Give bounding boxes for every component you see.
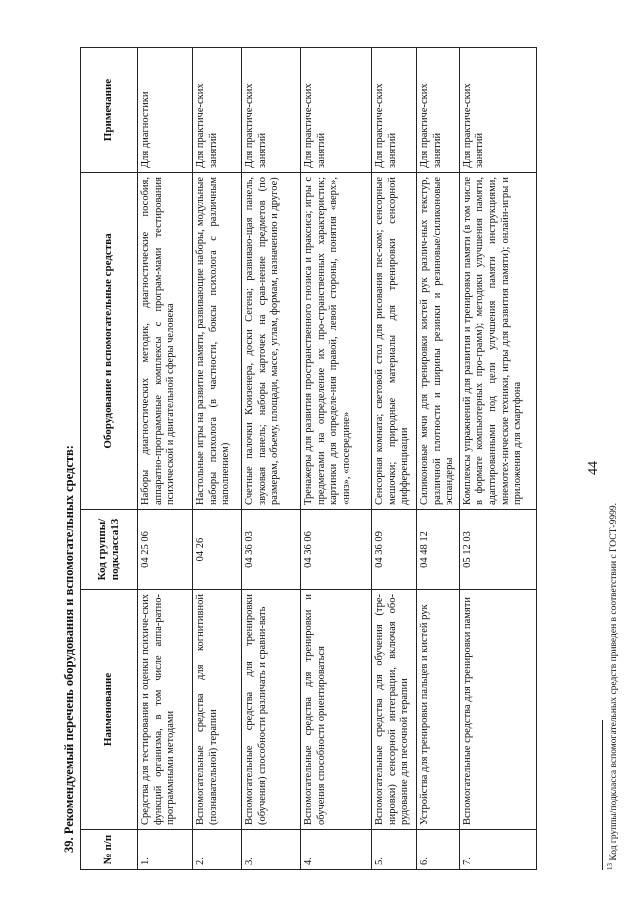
- row-note: Для диагностики: [138, 48, 193, 173]
- row-num: 5.: [372, 830, 417, 870]
- header-name: Наименование: [81, 590, 138, 830]
- row-name: Вспомогательные средства для тренировки и обучения способности ориентироваться: [301, 590, 372, 830]
- row-num: 6.: [417, 830, 460, 870]
- footnote: [606, 503, 619, 870]
- row-note: Для практиче-ских занятий: [242, 48, 301, 173]
- row-name: Вспомогательные средства для тренировки памяти: [459, 590, 536, 830]
- table-row: [138, 48, 193, 870]
- equipment-table: [80, 47, 537, 870]
- row-note: Для практиче-ских занятий: [193, 48, 242, 173]
- table-row: [193, 48, 242, 870]
- row-num: 4.: [301, 830, 372, 870]
- row-name: Средства для тестирования и оценки психиче-ских функций организма, в том числе аппа-ратно-программными методами: [138, 590, 193, 830]
- row-equipment: Силиконовые мячи для тренировки кистей рук различ-ных текстур, различной плотности и ширины резинки и резиновые/силиконовые эспандеры: [417, 173, 460, 510]
- row-code: 04 26: [193, 510, 242, 590]
- row-code: 04 36 06: [301, 510, 372, 590]
- header-num: № п/п: [81, 830, 138, 870]
- table-row: [242, 48, 301, 870]
- row-equipment: Комплексы упражнений для развития и тренировки памяти (в том числе в формате компьютерных про-грамм); методики улучшения памяти, адаптированными под цели улучшения памяти инструкциями, мнемотех-нические техники, игры для развития памяти); онлайн-игры и приложения для смартфона: [459, 173, 536, 510]
- row-code: 04 36 03: [242, 510, 301, 590]
- row-name: Вспомогательные средства для обучения (тре-нировки) сенсорной интеграции, включая обо-рудование для песочной терапии: [372, 590, 417, 830]
- row-name: Устройства для тренировки пальцев и кистей рук: [417, 590, 460, 830]
- row-equipment: Счетные палочки Кюизенера, доски Сегена; развиваю-щая панель, звуковая панель; наборы карточек на срав-нение предметов (по размерам, объему, площади, массе, углам, формам, назначению и другое): [242, 173, 301, 510]
- table-row: [459, 48, 536, 870]
- footnote-divider: [602, 720, 603, 870]
- row-equipment: Наборы диагностических методик, диагностические пособия, аппаратно-программные комплексы с програм-мами тестирования психической и двигательной сферы человека: [138, 173, 193, 510]
- footnote-text: Код группы/подкласса вспомогательных средств приведен в соответствии с ГОСТ-9999.: [609, 503, 620, 861]
- header-equipment: Оборудование и вспомогательные средства: [81, 173, 138, 510]
- row-code: 04 48 12: [417, 510, 460, 590]
- header-code: Код группы/ подкласса13: [81, 510, 138, 590]
- row-num: 3.: [242, 830, 301, 870]
- row-code: 04 25 06: [138, 510, 193, 590]
- row-num: 1.: [138, 830, 193, 870]
- section-heading: 39. Рекомендуемый перечень оборудования и вспомогательных средств:: [62, 445, 76, 853]
- table-row: [301, 48, 372, 870]
- footnote-marker: 13: [606, 863, 614, 870]
- row-equipment: Тренажеры для развития пространственного гнозиса и праксиса; игры с предметами на определение их про-странственных характеристик; картинки для определе-ния правой, левой стороны, понятия «верх», «низ», «посередине»: [301, 173, 372, 510]
- row-code: 05 12 03: [459, 510, 536, 590]
- row-num: 2.: [193, 830, 242, 870]
- row-num: 7.: [459, 830, 536, 870]
- header-note: Примечание: [81, 48, 138, 173]
- row-note: Для практиче-ских занятий: [372, 48, 417, 173]
- row-note: Для практиче-ских занятий: [459, 48, 536, 173]
- row-note: Для практиче-ских занятий: [301, 48, 372, 173]
- table-row: [417, 48, 460, 870]
- row-name: Вспомогательные средства для когнитивной (познавательной) терапии: [193, 590, 242, 830]
- row-equipment: Сенсорная комната; световой стол для рисования пес-ком; сенсорные мешочки; природные материалы для тренировки сенсорной дифференциации: [372, 173, 417, 510]
- row-code: 04 36 09: [372, 510, 417, 590]
- table-row: [372, 48, 417, 870]
- table-header-row: [81, 48, 138, 870]
- row-note: Для практиче-ских занятий: [417, 48, 460, 173]
- page-number: 44: [586, 461, 601, 475]
- row-name: Вспомогательные средства для тренировки (обучения) способности различать и сравни-вать: [242, 590, 301, 830]
- row-equipment: Настольные игры на развитие памяти, развивающие наборы, модульные наборы психолога (в частности, боксы психолога с различным наполнением): [193, 173, 242, 510]
